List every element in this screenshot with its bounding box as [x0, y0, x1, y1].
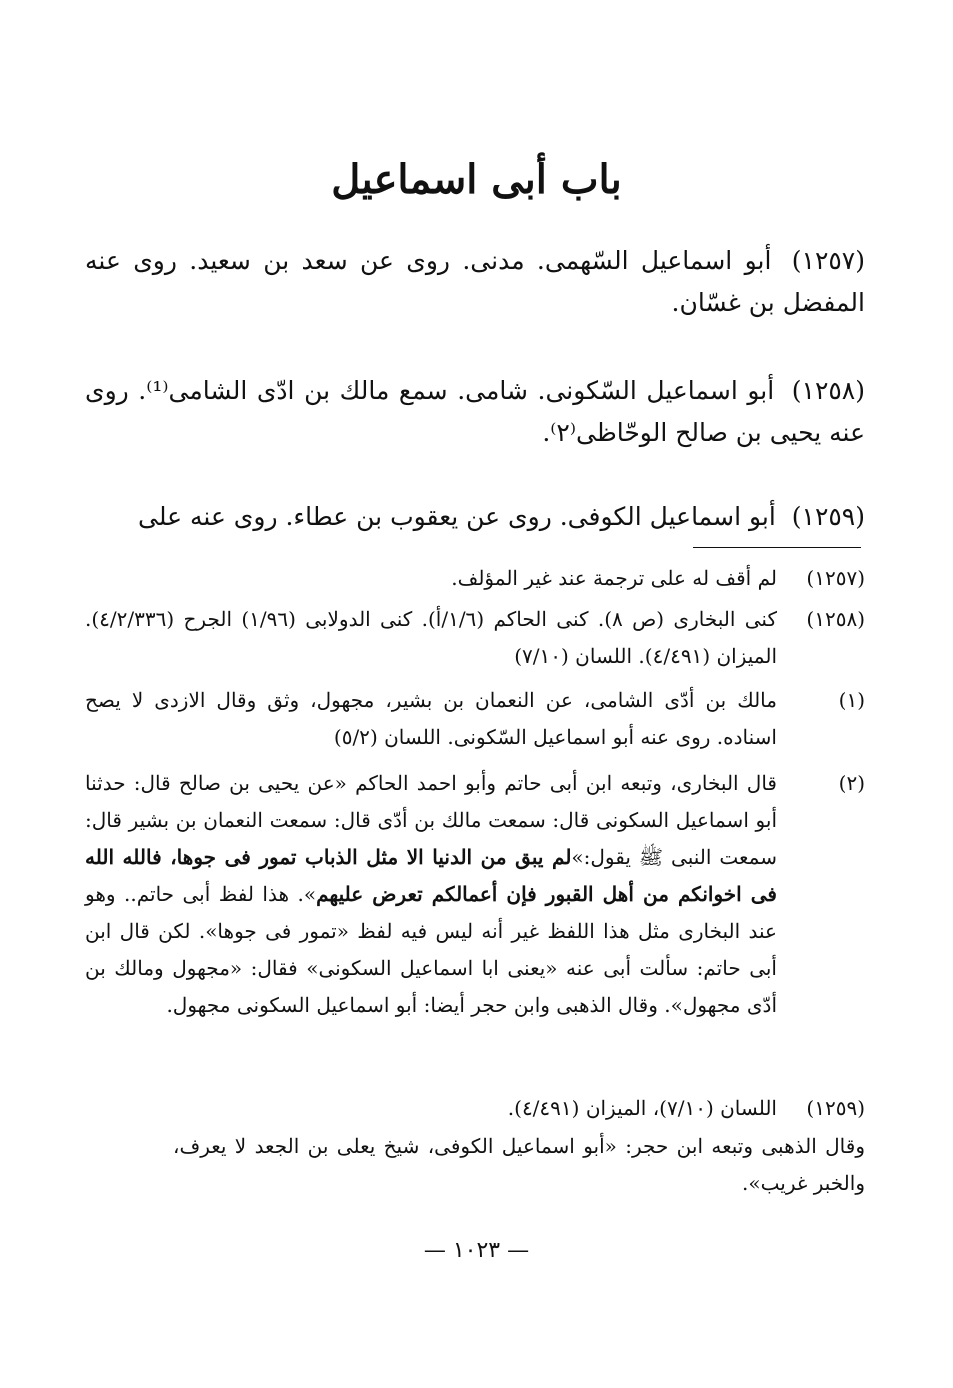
- entry-1258: [85, 370, 865, 454]
- footnote-1258: [85, 601, 865, 675]
- entry-number: (١٢٥٩): [791, 502, 865, 531]
- footnote-label: (١): [838, 688, 865, 712]
- footnote-label: (١٢٥٩): [806, 1096, 865, 1120]
- page-number: — ١٠٢٣ —: [423, 1238, 530, 1263]
- footnote-text: اللسان (٧/١٠)، الميزان (٤/٤٩١).: [507, 1096, 777, 1120]
- entry-1257: [85, 240, 865, 324]
- entry-number: (١٢٥٧): [791, 246, 865, 275]
- footnote-separator: [693, 547, 861, 548]
- footnote-1: [85, 682, 865, 756]
- footnote-text-rest: ». هذا لفظ أبى حاتم.. وهو عند البخارى مثل هذا اللفظ غير أنه ليس فيه لفظ «تمور فى جوها». لكن قال ابن أبى حاتم: سألت أبى عنه «يعنى ابا اسماعيل السكونى» فقال: «مجهول ومالك بن أدّى مجهول». وقال الذهبى وابن حجر أيضا: أبو اسماعيل السكونى مجهول.: [85, 882, 777, 1017]
- footnote-label: (١٢٥٧): [806, 566, 865, 590]
- footnote-text-intro: قال البخارى، وتبعه ابن أبى حاتم وأبو احمد الحاكم «عن يحيى بن صالح قال: حدثنا أبو اسماعيل السكونى قال: سمعت مالك بن أدّى قال: سمعت النعمان بن بشير قال: سمعت النبى ﷺ يقول:»: [85, 771, 777, 869]
- footnote-1259: [85, 1090, 865, 1127]
- hadith-text: لم يبق من الدنيا الا مثل الذباب تمور فى جوها، فالله الله فى اخوانكم من أهل القبور فإن أعمالكم تعرض عليهم: [85, 845, 777, 906]
- entry-text: أبو اسماعيل السّهمى. مدنى. روى عن سعد بن سعيد. روى عنه المفضل بن غسّان.: [85, 246, 865, 317]
- footnote-text: مالك بن أدّى الشامى، عن النعمان بن بشير، مجهول، وثق وقال الازدى لا يصح اسناده. روى عنه أبو اسماعيل السّكونى. اللسان (٥/٢): [85, 688, 777, 749]
- footnote-text: كنى البخارى (ص ٨). كنى الحاكم (١/٦/أ). كنى الدولابى (١/٩٦) الجرح (٤/٢/٣٣٦). الميزان (٤/٤٩١). اللسان (٧/١٠): [85, 607, 777, 668]
- footnote-continuation: وقال الذهبى وتبعه ابن حجر: «أبو اسماعيل الكوفى، شيخ يعلى بن الجعد لا يعرف، والخبر غريب».: [173, 1134, 865, 1195]
- entry-text: أبو اسماعيل الكوفى. روى عن يعقوب بن عطاء. روى عنه على: [138, 502, 776, 531]
- footnote-label: (١٢٥٨): [806, 607, 865, 631]
- footnote-1257: [85, 560, 865, 597]
- footnote-text: لم أقف له على ترجمة عند غير المؤلف.: [451, 566, 777, 590]
- footnote-2: [85, 765, 865, 1024]
- entry-1259: [85, 496, 865, 538]
- entry-text: أبو اسماعيل السّكونى. شامى. سمع مالك بن ادّى الشامى⁽¹⁾. روى عنه يحيى بن صالح الوحّاظى⁽٢⁾.: [85, 376, 865, 447]
- footnote-text: [85, 765, 777, 1024]
- chapter-title: باب أبى اسماعيل: [331, 156, 622, 203]
- entry-number: (١٢٥٨): [791, 376, 865, 405]
- footnote-label: (٢): [838, 771, 865, 795]
